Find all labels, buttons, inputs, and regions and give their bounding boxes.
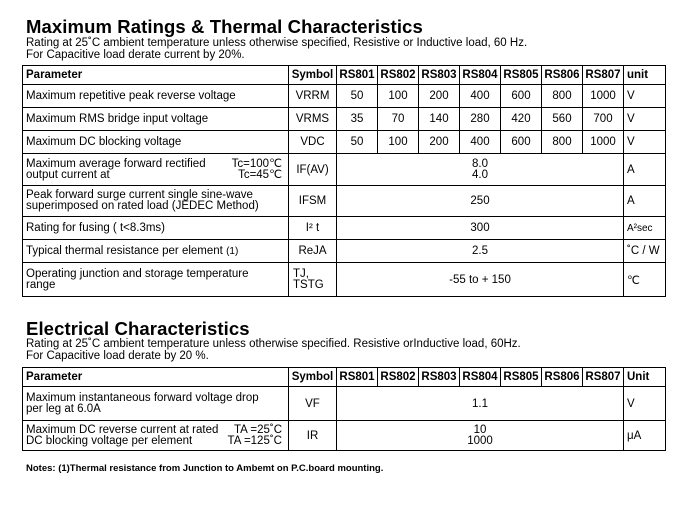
param-cell: Rating for fusing ( t<8.3ms) [23, 217, 289, 240]
value-cell: 35 [337, 108, 378, 131]
value-cell: 300 [337, 217, 624, 240]
value-cell: 250 [337, 186, 624, 217]
value-cell: 400 [460, 85, 501, 108]
section-title-ratings: Maximum Ratings & Thermal Characteristics [26, 16, 423, 37]
condition-text: TA =125˚C [227, 434, 282, 447]
value-cell [337, 154, 624, 186]
header-rs801: RS801 [337, 368, 378, 387]
param-cell [23, 421, 289, 451]
header-unit: unit [624, 66, 666, 85]
value-cell: 200 [419, 131, 460, 154]
symbol-cell: I² t [289, 217, 337, 240]
param-line [26, 425, 286, 436]
symbol-cell: IR [289, 421, 337, 451]
value-cell: 100 [378, 131, 419, 154]
param-text: Maximum DC reverse current at rated [26, 423, 219, 436]
value-cell: 100 [378, 85, 419, 108]
symbol-cell: ReJA [289, 240, 337, 263]
table-row [23, 154, 666, 186]
value-cell: 400 [460, 131, 501, 154]
param-cell [23, 240, 289, 263]
unit-cell: V [624, 131, 666, 154]
param-line: Peak forward surge current single sine-wave [26, 189, 253, 201]
header-rs802: RS802 [378, 368, 419, 387]
header-rs803: RS803 [419, 368, 460, 387]
param-line: superimposed on rated load (JEDEC Method) [26, 200, 259, 212]
param-line [26, 159, 286, 170]
ratings-note-1: Rating at 25˚C ambient temperature unless otherwise specified, Resistive or Inductive load, 60 Hz. [26, 37, 528, 49]
electrical-table [22, 367, 666, 451]
param-text: DC blocking voltage per element [26, 434, 193, 447]
header-parameter: Parameter [23, 368, 289, 387]
value-line: 8.0 [472, 157, 488, 170]
symbol-cell [289, 263, 337, 297]
electrical-header-row [23, 368, 666, 387]
ratings-header-row [23, 66, 666, 85]
unit-cell: A²sec [624, 217, 666, 240]
unit-cell: ˚C / W [624, 240, 666, 263]
value-cell [337, 421, 624, 451]
param-cell: Maximum repetitive peak reverse voltage [23, 85, 289, 108]
table-row [23, 108, 666, 131]
symbol-line: TSTG [293, 278, 324, 291]
param-line [26, 436, 286, 447]
param-cell [23, 154, 289, 186]
table-row [23, 263, 666, 297]
header-parameter: Parameter [23, 66, 289, 85]
param-cell [23, 186, 289, 217]
symbol-cell: IFSM [289, 186, 337, 217]
header-rs805: RS805 [501, 368, 542, 387]
table-row [23, 387, 666, 421]
condition-text: TA =25˚C [233, 423, 282, 436]
footnote-text: Notes: (1)Thermal resistance from Junction to Ambemt on P.C.board mounting. [26, 463, 384, 474]
param-text: Maximum average forward rectified [26, 157, 206, 170]
section-title-electrical: Electrical Characteristics [26, 318, 250, 339]
value-line: 1000 [467, 434, 493, 447]
value-line: 10 [473, 423, 487, 436]
header-unit: Unit [624, 368, 666, 387]
param-note: (1) [226, 246, 239, 257]
condition-text: Tc=100℃ [231, 157, 282, 170]
table-row [23, 85, 666, 108]
param-line: per leg at 6.0A [26, 402, 101, 415]
unit-cell: V [624, 85, 666, 108]
value-line: 4.0 [472, 168, 488, 181]
value-cell: 50 [337, 131, 378, 154]
unit-cell: A [624, 186, 666, 217]
param-text: Typical thermal resistance per element [26, 245, 223, 257]
value-cell: 1000 [583, 131, 624, 154]
param-cell: Maximum DC blocking voltage [23, 131, 289, 154]
unit-cell: A [624, 154, 666, 186]
ratings-note-2: For Capacitive load derate current by 20%. [26, 49, 245, 61]
unit-cell: V [624, 108, 666, 131]
param-line: range [26, 278, 56, 291]
header-rs807: RS807 [583, 368, 624, 387]
value-cell: 70 [378, 108, 419, 131]
value-cell: -55 to + 150 [337, 263, 624, 297]
ratings-table [22, 65, 666, 297]
value-cell: 600 [501, 85, 542, 108]
param-text: output current at [26, 168, 110, 181]
value-cell: 600 [501, 131, 542, 154]
param-line [26, 170, 286, 181]
header-rs807: RS807 [583, 66, 624, 85]
table-row [23, 131, 666, 154]
symbol-cell: VDC [289, 131, 337, 154]
symbol-cell: VRRM [289, 85, 337, 108]
table-row [23, 186, 666, 217]
header-rs806: RS806 [542, 368, 583, 387]
value-cell: 1000 [583, 85, 624, 108]
value-cell: 420 [501, 108, 542, 131]
symbol-cell: IF(AV) [289, 154, 337, 186]
electrical-note-1: Rating at 25˚C ambient temperature unless otherwise specified. Resistive orInductive load, 60Hz. [26, 338, 521, 350]
param-cell: Maximum RMS bridge input voltage [23, 108, 289, 131]
header-symbol: Symbol [289, 66, 337, 85]
symbol-cell: VF [289, 387, 337, 421]
table-row [23, 240, 666, 263]
header-symbol: Symbol [289, 368, 337, 387]
table-row [23, 217, 666, 240]
header-rs804: RS804 [460, 368, 501, 387]
symbol-cell: VRMS [289, 108, 337, 131]
value-cell: 800 [542, 131, 583, 154]
header-rs802: RS802 [378, 66, 419, 85]
condition-text: Tc=45℃ [238, 168, 282, 181]
header-rs806: RS806 [542, 66, 583, 85]
param-line: Operating junction and storage temperature [26, 267, 249, 280]
header-rs801: RS801 [337, 66, 378, 85]
value-cell: 1.1 [337, 387, 624, 421]
value-cell: 560 [542, 108, 583, 131]
header-rs804: RS804 [460, 66, 501, 85]
value-cell: 800 [542, 85, 583, 108]
unit-cell: V [624, 387, 666, 421]
param-cell [23, 387, 289, 421]
value-cell: 140 [419, 108, 460, 131]
electrical-note-2: For Capacitive load derate by 20 %. [26, 350, 209, 362]
param-cell [23, 263, 289, 297]
header-rs805: RS805 [501, 66, 542, 85]
unit-cell: ℃ [624, 263, 666, 297]
table-row [23, 421, 666, 451]
value-cell: 2.5 [337, 240, 624, 263]
value-cell: 700 [583, 108, 624, 131]
unit-cell: μA [624, 421, 666, 451]
symbol-line: TJ, [293, 267, 309, 280]
param-line: Maximum instantaneous forward voltage drop [26, 391, 259, 404]
value-cell: 200 [419, 85, 460, 108]
header-rs803: RS803 [419, 66, 460, 85]
value-cell: 50 [337, 85, 378, 108]
value-cell: 280 [460, 108, 501, 131]
footnote [26, 463, 383, 474]
